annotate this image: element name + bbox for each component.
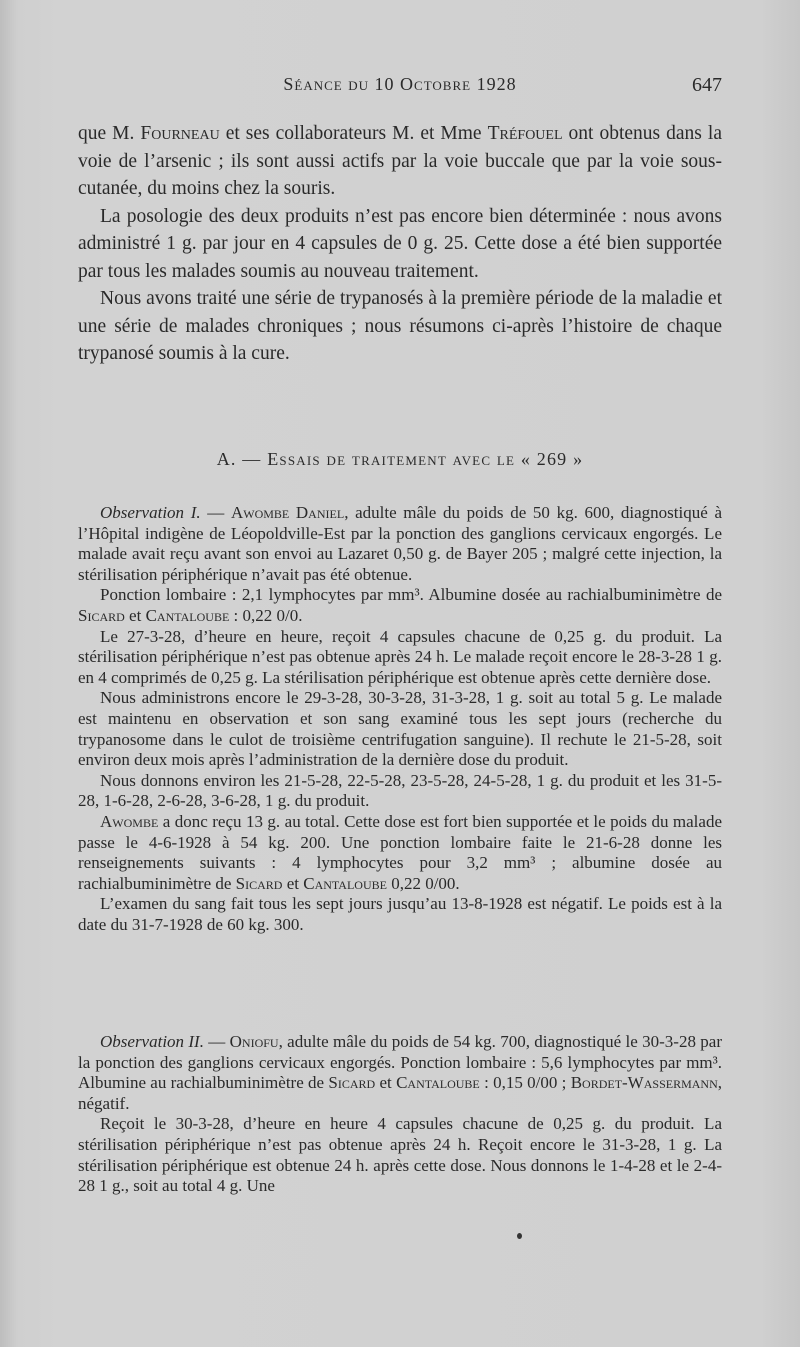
text-run: , négatif. — [78, 1073, 722, 1113]
text-run: — — [200, 503, 231, 522]
text-run: a donc reçu 13 g. au total. Cette dose est fort bien supportée et le poids du malade passe le 4-6-1928 à 54 kg. 200. Une ponction lombaire faite le 21-6-28 donne les renseignements suivants : 4 lymphocytes pour 3,2 mm³ ; albumine dosée au rachialbuminimètre de — [78, 811, 722, 893]
intro-text — [78, 120, 722, 368]
text-run: , adulte mâle du poids de 54 kg. 700, diagnostiqué le 30-3-28 par la ponction des ganglions cervicaux engorgés. Ponction lombaire : 5,6 lymphocytes par mm³. Albumine au rachialbuminimètre de — [78, 1032, 722, 1093]
paragraph — [78, 688, 722, 770]
small-caps-name: Sicard — [235, 873, 283, 893]
ink-speck — [517, 1233, 522, 1239]
small-caps-name: Awombe — [100, 811, 159, 831]
running-head — [78, 74, 722, 102]
text-run: , adulte mâle du poids de 50 kg. 600, diagnostiqué à l’Hôpital indigène de Léopoldville-Est par la ponction des ganglions cervicaux engorgés. Le malade avait reçu avant son envoi au Lazaret 0,50 g. de Bayer 205 ; malgré cette injection, la stérilisation périphérique n’avait pas été obtenue. — [78, 503, 722, 584]
paragraph — [78, 203, 722, 286]
small-caps-name: Fourneau — [140, 123, 220, 144]
text-run: Reçoit le 30-3-28, d’heure en heure 4 capsules chacune de 0,25 g. du produit. La stérilisation périphérique n’est pas obtenue après 24 h. Reçoit encore le 31-3-28, 1 g. La stérilisation périphérique est obtenue 24 h. après cette dose. Nous donnons le 1-4-28 et le 2-4-28 1 g., soit au total 4 g. Une — [78, 1114, 722, 1196]
text-run: — — [203, 1032, 230, 1051]
paragraph — [78, 812, 722, 894]
small-caps-name: Sicard — [328, 1073, 376, 1093]
text-run: et — [375, 1073, 397, 1093]
text-run: 0,22 0/00. — [386, 873, 460, 893]
text-run: ont obtenus dans la voie de l’arsenic ; ils sont aussi actifs par la voie buccale que par la voie sous-cutanée, du moins chez la souris. — [78, 123, 722, 199]
observation-2 — [78, 1032, 722, 1197]
observation-1 — [78, 503, 722, 935]
small-caps-name: Tréfouel — [487, 123, 563, 144]
paragraph — [78, 285, 722, 368]
paragraph — [78, 1032, 722, 1114]
text-run: que M. — [78, 123, 141, 144]
small-caps-name: Cantaloube — [303, 873, 387, 893]
text-run: La posologie des deux produits n’est pas encore bien déterminée : nous avons administré 1 g. par jour en 4 capsules de 0 g. 25. Cette dose a été bien supportée par tous les malades soumis au nouveau traitement. — [78, 205, 722, 282]
text-run: Le 27-3-28, d’heure en heure, reçoit 4 capsules chacune de 0,25 g. du produit. La stérilisation périphérique n’est pas obtenue après 24 h. Le malade reçoit encore le 28-3-28 1 g. en 4 comprimés de 0,25 g. La stérilisation périphérique est obtenue après cette dernière dose. — [78, 626, 722, 687]
italic-label: Observation I. — [100, 503, 201, 522]
paragraph — [78, 894, 722, 935]
text-run: : 0,15 0/00 ; — [479, 1073, 571, 1093]
text-run: Nous donnons environ les 21-5-28, 22-5-28, 23-5-28, 24-5-28, 1 g. du produit et les 31-5-28, 1-6-28, 2-6-28, 3-6-28, 1 g. du produit. — [78, 770, 722, 811]
paragraph — [78, 1114, 722, 1196]
small-caps-name: Awombe Daniel — [230, 503, 345, 522]
text-run: et ses collaborateurs M. et Mme — [219, 123, 488, 144]
page-number: 647 — [692, 74, 722, 96]
text-run: L’examen du sang fait tous les sept jours jusqu’au 13-8-1928 est négatif. Le poids est à la date du 31-7-1928 de 60 kg. 300. — [78, 894, 722, 934]
small-caps-name: Oniofu — [229, 1032, 279, 1051]
paragraph — [78, 120, 722, 203]
paragraph — [78, 771, 722, 812]
text-run: et — [124, 605, 146, 625]
paragraph — [78, 585, 722, 626]
section-heading: A. — Essais de traitement avec le « 269 » — [216, 449, 584, 469]
small-caps-name: Cantaloube — [396, 1073, 480, 1093]
small-caps-name: Sicard — [78, 605, 125, 625]
text-run: Nous administrons encore le 29-3-28, 30-3-28, 31-3-28, 1 g. soit au total 5 g. Le malade est maintenu en observation et son sang examiné tous les sept jours (recherche du trypanosome dans le culot de troisième centrifugation sanguine). Il rechute le 21-5-28, soit environ deux mois après l’administration de la dernière dose du produit. — [78, 688, 722, 770]
paragraph — [78, 503, 722, 585]
paragraph — [78, 627, 722, 689]
text-run: Ponction lombaire : 2,1 lymphocytes par mm³. Albumine dosée au rachialbuminimètre de — [100, 585, 722, 605]
text-run: : 0,22 0/0. — [229, 605, 303, 625]
small-caps-name: Bordet-Wassermann — [570, 1073, 718, 1093]
italic-label: Observation II. — [100, 1032, 204, 1051]
running-title: Séance du 10 Octobre 1928 — [283, 74, 517, 94]
text-run: et — [282, 873, 304, 893]
small-caps-name: Cantaloube — [145, 605, 230, 625]
text-run: Nous avons traité une série de trypanosés à la première période de la maladie et une série de malades chroniques ; nous résumons ci-après l’histoire de chaque trypanosé soumis à la cure. — [78, 288, 722, 364]
